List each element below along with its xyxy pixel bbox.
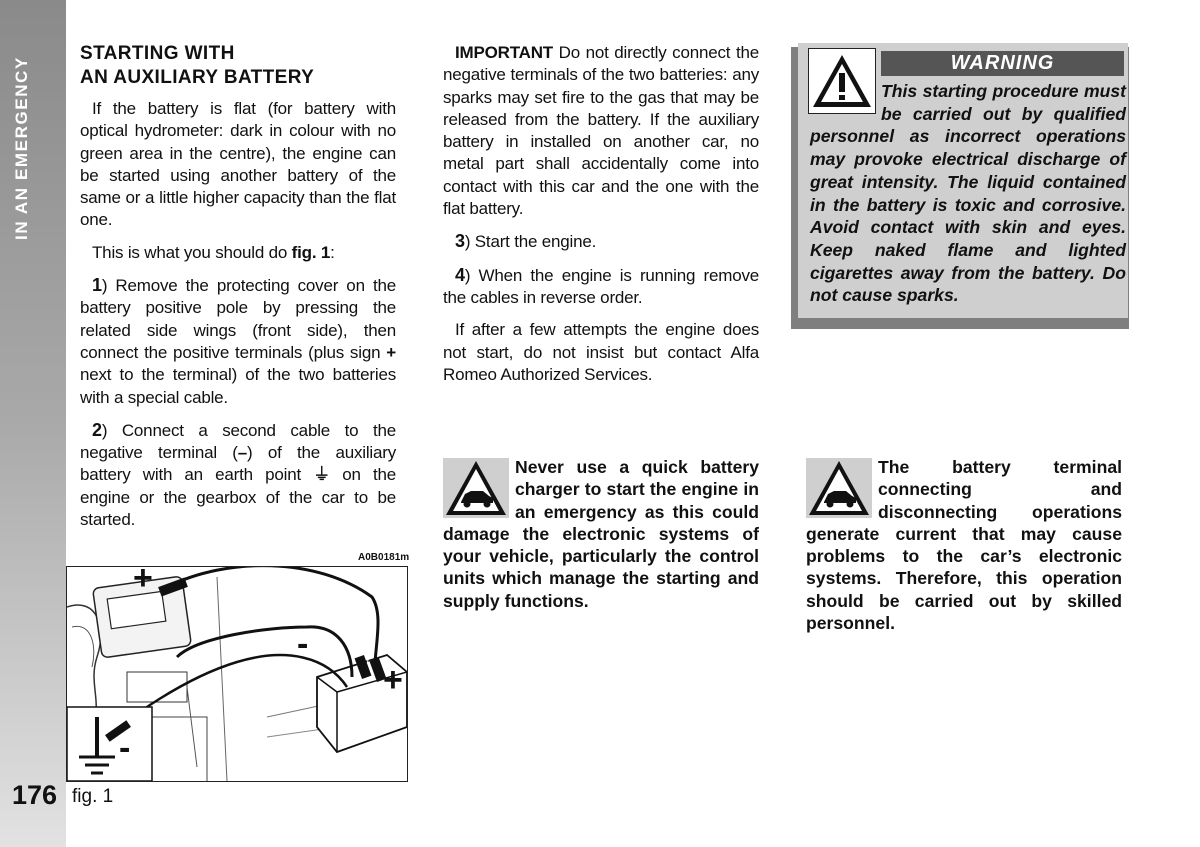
step-4-number: 4 [455, 264, 465, 285]
step-1-text: ) Remove the protecting cover on the battery positive pole by pressing the related side wings (front side), then connect the positive terminals (plus sign [80, 276, 396, 362]
step-1 [80, 274, 396, 409]
section-title: IN AN EMERGENCY [12, 56, 31, 240]
warning-text: This starting procedure must be carried out by qualified personnel as incorrect operations may provoke electrical discharge of great intensity. The liquid contained in the battery is toxic and corrosive. Avoid contact with skin and eyes. Keep naked flame and lighted cigarettes away from the battery. Do not cause sparks. [810, 81, 1126, 306]
instruction-colon: : [330, 242, 335, 262]
sidebar-band [0, 0, 66, 847]
step-4-text: ) When the engine is running remove the cables in reverse order. [443, 265, 759, 307]
earth-symbol-icon: ⏚ [313, 465, 331, 485]
note-quick-charger-text: Never use a quick battery charger to start the engine in an emergency as this could damage the electronic systems of your vehicle, particularly the control units which manage the starting and supply functions. [443, 457, 759, 611]
column-left [80, 42, 396, 541]
warning-spacer [810, 80, 881, 116]
column-middle [443, 42, 759, 396]
step-1-text-end: next to the terminal) of the two batteries with a special cable. [80, 365, 396, 407]
note-quick-charger [443, 456, 759, 612]
minus-sign-icon: – [237, 443, 248, 463]
step-3 [443, 230, 759, 253]
plus-sign-icon: + [386, 342, 396, 362]
step-1-number: 1 [92, 275, 102, 296]
step-2-text: ) Connect a second cable to the negative terminal ( [80, 420, 396, 463]
step-2-number: 2 [92, 419, 102, 440]
figure-caption: fig. 1 [72, 786, 114, 807]
car-caution-icon [443, 458, 509, 518]
important-text: Do not directly connect the negative terminals of the two batteries: any sparks may set fire to the gas that may be released from the battery. If the auxiliary battery in installed on another car, no metal part shall accidentally come into contact with this car and the one with the flat battery. [443, 43, 759, 219]
figure-code: A0B0181m [358, 552, 410, 563]
step-3-text: ) Start the engine. [464, 232, 597, 252]
step-2-text-mid: ) of the auxiliary battery with an earth point [80, 443, 396, 485]
note-terminal-operations [806, 456, 1122, 634]
important-paragraph [443, 42, 759, 220]
fig-reference: fig. 1 [291, 242, 331, 262]
closing-paragraph: If after a few attempts the engine does not start, do not insist but contact Alfa Romeo Authorized Services. [443, 320, 759, 384]
heading-line-2: AN AUXILIARY BATTERY [80, 67, 315, 88]
section-heading [80, 42, 396, 90]
step-2 [80, 419, 396, 531]
important-label: IMPORTANT [455, 43, 553, 62]
note-terminal-text: The battery terminal connecting and disconnecting operations generate current that may cause problems to the car’s electronic systems. Therefore, this operation should be carried out by skilled personnel. [806, 457, 1122, 634]
label-plus-right: + [383, 661, 403, 699]
instruction-intro [80, 242, 396, 264]
warning-body [810, 80, 1126, 307]
battery-jumpstart-illustration [66, 559, 408, 782]
car-caution-icon [806, 458, 872, 518]
step-2-text-end: on the engine or the gearbox of the car to be started. [80, 465, 396, 530]
label-minus-mid: - [297, 625, 309, 663]
page-number: 176 [12, 780, 58, 810]
intro-paragraph: If the battery is flat (for battery with optical hydrometer: dark in colour with no green area in the centre), the engine can be started using another battery of the same or a little higher capacity than the flat one. [80, 99, 396, 230]
warning-title: WARNING [881, 51, 1124, 76]
heading-line-1: STARTING WITH [80, 43, 235, 64]
instruction-text: This is what you should do [92, 242, 292, 262]
label-plus-top: + [133, 559, 153, 597]
step-4 [443, 264, 759, 310]
label-minus-inset: - [119, 729, 131, 767]
step-3-number: 3 [455, 231, 465, 252]
